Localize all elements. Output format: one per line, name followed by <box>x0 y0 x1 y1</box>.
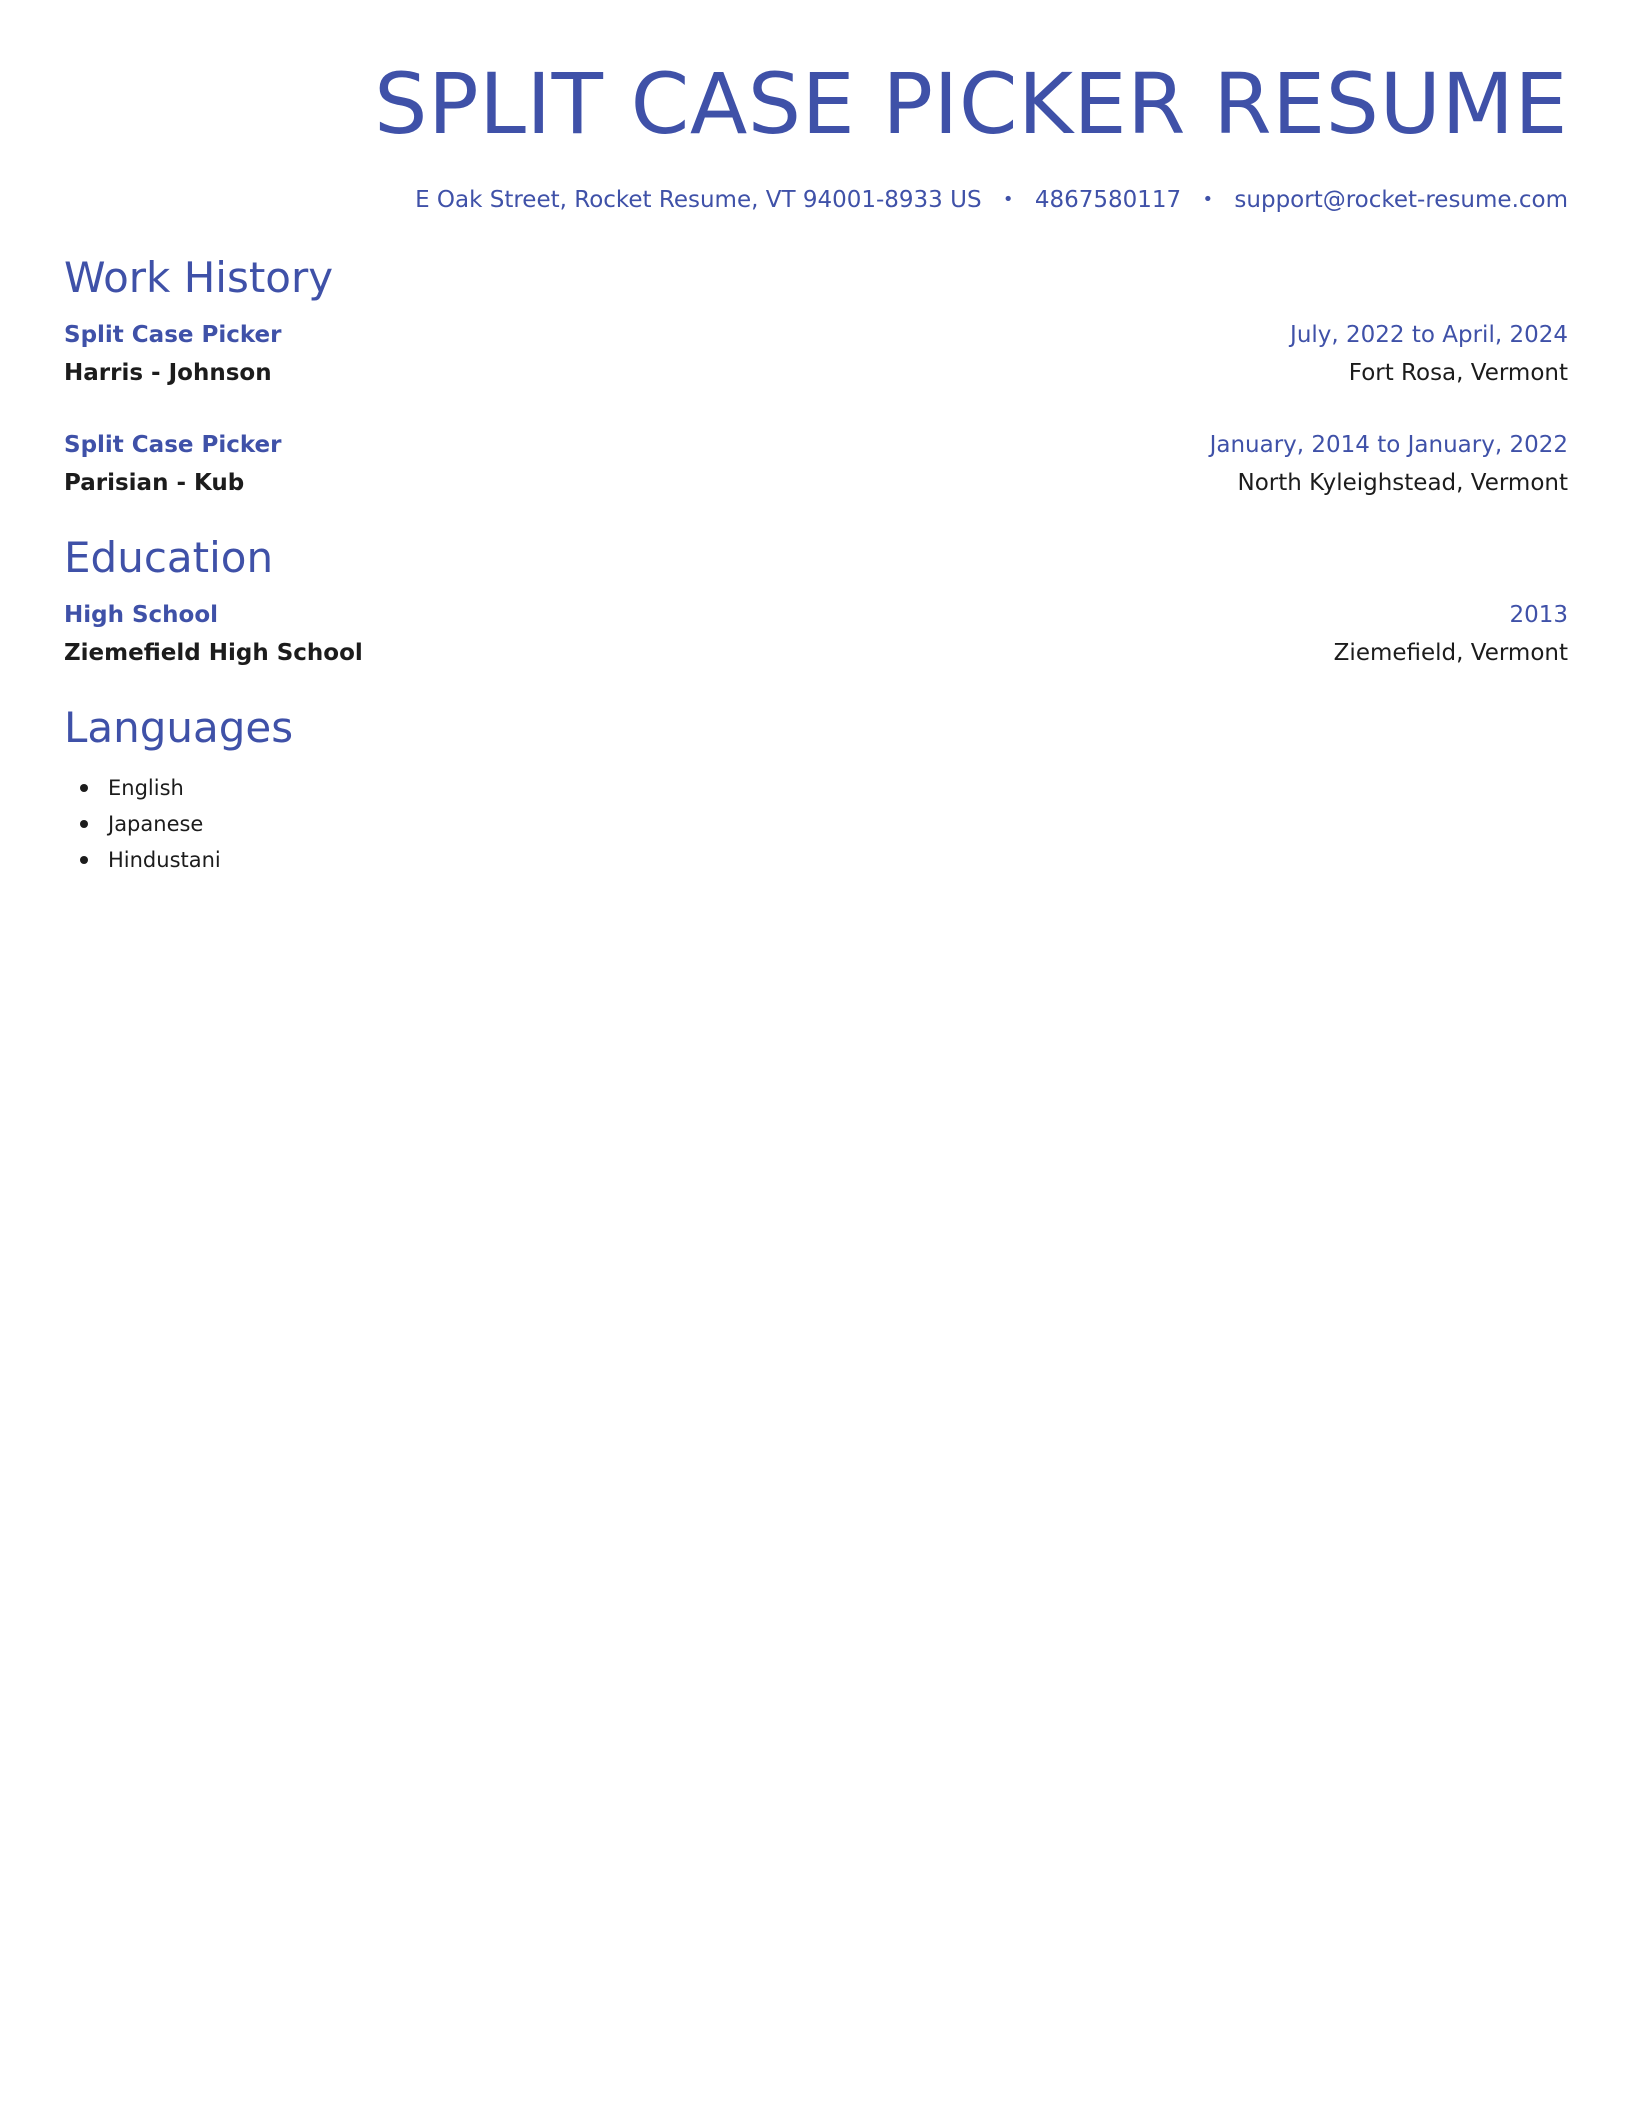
work-history-heading: Work History <box>64 253 334 302</box>
contact-separator: • <box>1202 189 1214 210</box>
bullet-icon <box>80 856 88 864</box>
job-location: North Kyleighstead, Vermont <box>1237 470 1568 496</box>
job-title: Split Case Picker <box>64 322 282 348</box>
contact-phone: 4867580117 <box>1034 187 1182 213</box>
language-label: Hindustani <box>108 848 221 872</box>
job-title: Split Case Picker <box>64 432 282 458</box>
school-location: Ziemefield, Vermont <box>1333 640 1568 666</box>
contact-separator: • <box>1002 189 1014 210</box>
work-entry-top-row <box>64 316 1568 354</box>
resume-title: SPLIT CASE PICKER RESUME <box>374 55 1568 153</box>
languages-list <box>64 770 1568 878</box>
work-history-list <box>64 316 1568 502</box>
language-label: English <box>108 776 184 800</box>
employer-name: Harris - Johnson <box>64 360 272 386</box>
education-list <box>64 596 1568 672</box>
graduation-year: 2013 <box>1509 602 1568 628</box>
contact-email[interactable]: support@rocket-resume.com <box>1234 187 1568 213</box>
education-entry-bottom-row <box>64 634 1568 672</box>
work-entry-bottom-row <box>64 464 1568 502</box>
language-item <box>64 770 1568 806</box>
employer-name: Parisian - Kub <box>64 470 245 496</box>
education-entry-top-row <box>64 596 1568 634</box>
contact-address: E Oak Street, Rocket Resume, VT 94001-8933 US <box>415 187 982 213</box>
language-label: Japanese <box>108 812 204 836</box>
language-item <box>64 842 1568 878</box>
languages-heading: Languages <box>64 703 294 752</box>
bullet-icon <box>80 820 88 828</box>
work-entry-top-row <box>64 426 1568 464</box>
job-dates: July, 2022 to April, 2024 <box>1290 322 1568 348</box>
work-entry <box>64 426 1568 502</box>
education-heading: Education <box>64 533 274 582</box>
language-item <box>64 806 1568 842</box>
education-entry <box>64 596 1568 672</box>
work-entry-bottom-row <box>64 354 1568 392</box>
job-location: Fort Rosa, Vermont <box>1348 360 1568 386</box>
job-dates: January, 2014 to January, 2022 <box>1209 432 1568 458</box>
bullet-icon <box>80 784 88 792</box>
degree-name: High School <box>64 602 219 628</box>
contact-line <box>64 184 1568 216</box>
school-name: Ziemefield High School <box>64 640 363 666</box>
work-entry <box>64 316 1568 392</box>
